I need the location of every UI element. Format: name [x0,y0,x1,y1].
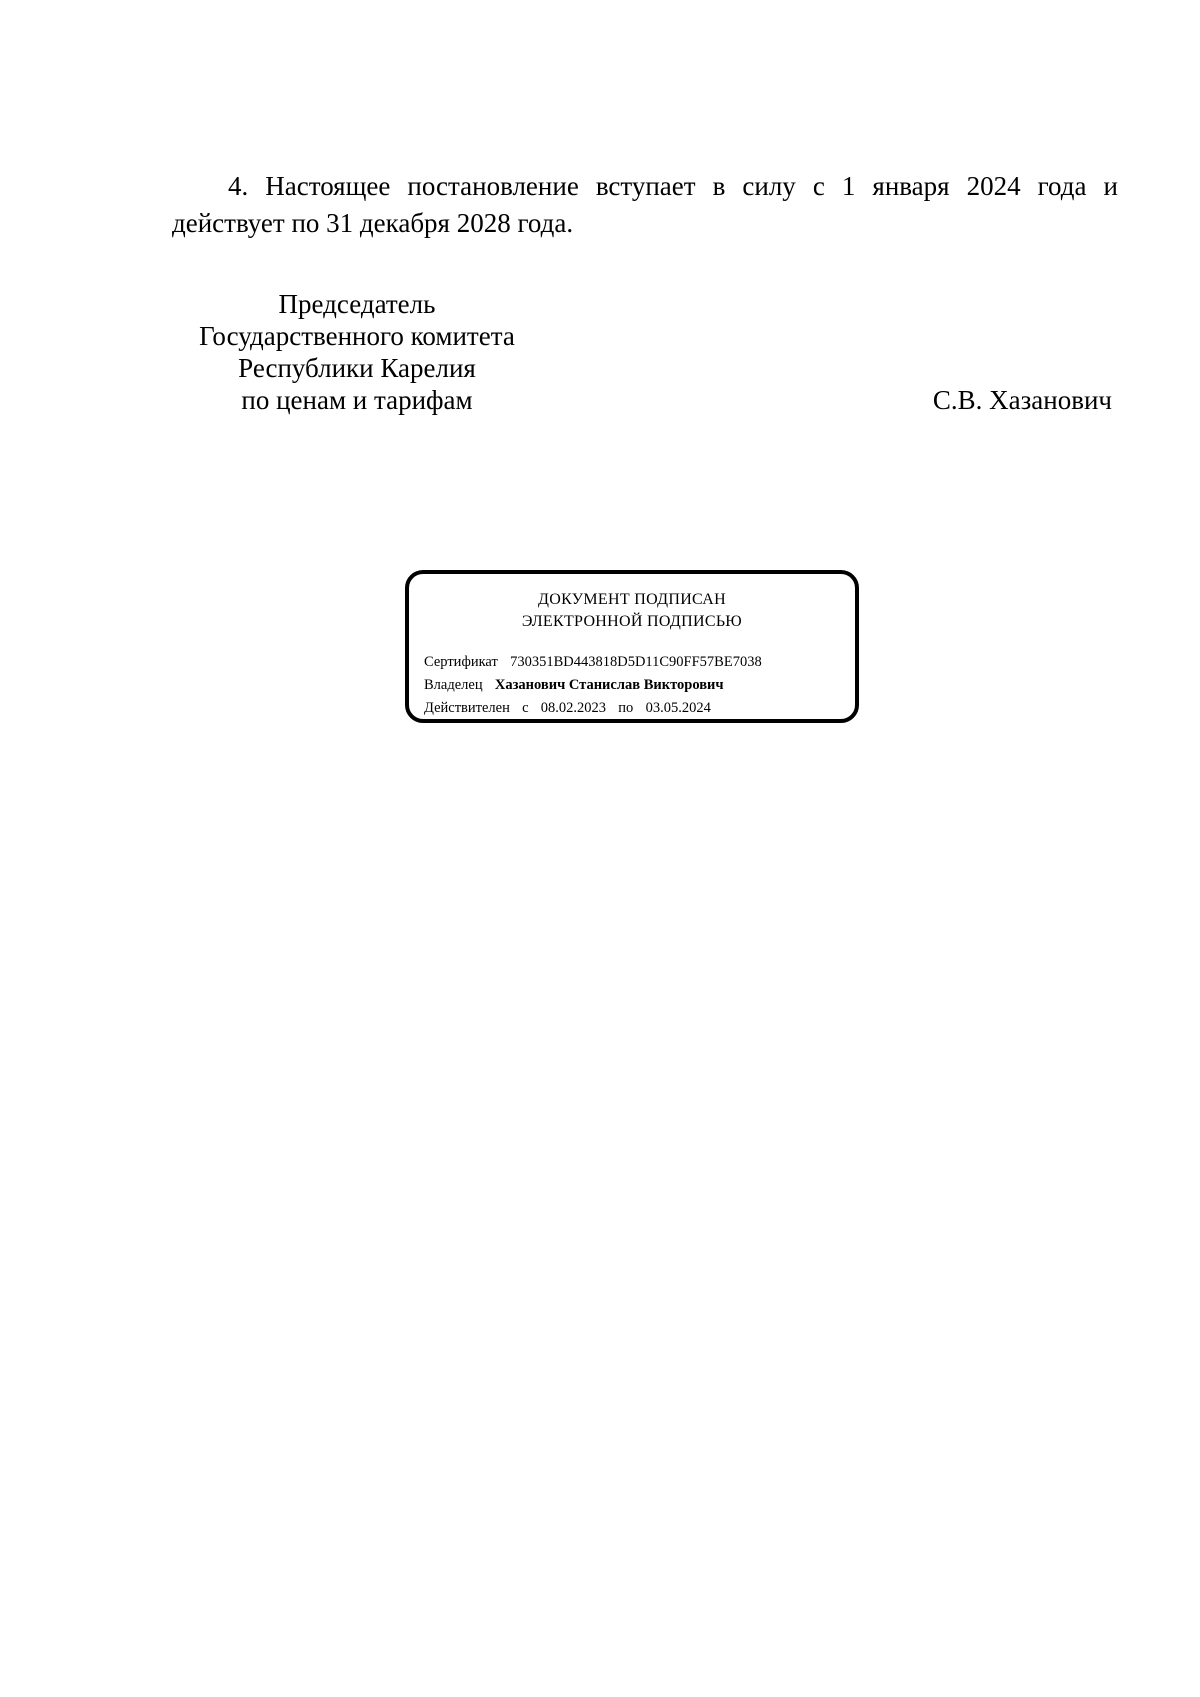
signatory-title-line-2: Государственного комитета [199,321,515,351]
owner-label: Владелец [424,677,483,693]
signatory-title-line-4: по ценам и тарифам [241,385,473,415]
stamp-header [409,589,855,633]
valid-from-label: с [522,700,529,716]
valid-label: Действителен [424,700,510,716]
signatory-title-block [172,288,542,416]
stamp-certificate-row [424,651,762,674]
signatory-name: С.В. Хазанович [932,385,1112,415]
signatory-title-line-3: Республики Карелия [238,353,476,383]
signatory-title-line-1: Председатель [278,289,436,319]
valid-to-date: 03.05.2024 [645,700,711,716]
certificate-label: Сертификат [424,654,498,670]
stamp-owner-row [424,674,762,697]
electronic-signature-stamp [405,570,859,723]
certificate-value: 730351BD443818D5D11C90FF57BE7038 [510,654,762,670]
stamp-header-line-2: ЭЛЕКТРОННОЙ ПОДПИСЬЮ [521,613,743,630]
stamp-header-line-1: ДОКУМЕНТ ПОДПИСАН [538,591,726,608]
valid-to-label: по [618,700,634,716]
stamp-validity-row [424,697,762,720]
stamp-details [424,651,762,720]
owner-value: Хазанович Станислав Викторович [494,677,724,693]
paragraph-4: 4. Настоящее постановление вступает в силу с 1 января 2024 года и действует по 31 декабря 2028 года. [172,171,1118,238]
valid-from-date: 08.02.2023 [540,700,607,716]
